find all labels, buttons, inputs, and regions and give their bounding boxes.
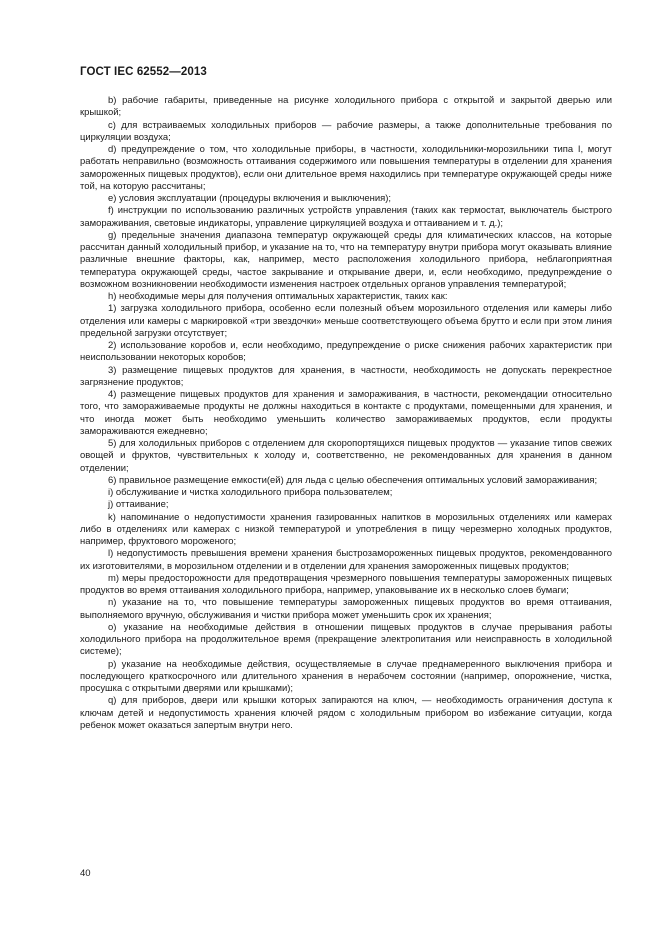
paragraph: 2) использование коробов и, если необходимо, предупреждение о риске снижения рабочих характеристик при неиспользовании некоторых коробов; (80, 340, 612, 364)
paragraph: k) напоминание о недопустимости хранения газированных напитков в морозильных отделениях или камерах либо в отделениях или камерах с низкой температурой и употребления в пищу черезмерно холодных продуктов, например, фруктового мороженого; (80, 511, 612, 547)
paragraph: i) обслуживание и чистка холодильного прибора пользователем; (108, 487, 393, 498)
paragraph: 1) загрузка холодильного прибора, особенно если полезный объем морозильного отделения или камеры либо отделения или камеры с маркировкой «три звездочки» меньше соответствующего объема брутто и если при этом линия предельной загрузки отсутствует; (80, 303, 612, 339)
paragraph: m) меры предосторожности для предотвращения чрезмерного повышения температуры замороженных пищевых продуктов во время оттаивания холодильного прибора, например, упаковывание их в несколько слоев бумаги; (80, 572, 612, 596)
paragraph: 5) для холодильных приборов с отделением для скоропортящихся пищевых продуктов — указание типов свежих овощей и фруктов, чувствительных к холоду и, соответственно, не рекомендованных для хранения в данном отделении; (80, 438, 612, 474)
paragraph: 3) размещение пищевых продуктов для хранения, в частности, необходимость не допускать перекрестное загрязнение продуктов; (80, 364, 612, 388)
paragraph: d) предупреждение о том, что холодильные приборы, в частности, холодильники-морозильники типа I, могут работать неправильно (возможность оттаивания содержимого или повышения температуры в отделении для хранения замороженных пищевых продуктов), если они длительное время находились при температуре окружающей среды ниже той, на которую рассчитаны; (80, 144, 612, 192)
document-body (80, 95, 612, 732)
paragraph: h) необходимые меры для получения оптимальных характеристик, таких как: (108, 291, 448, 302)
paragraph: l) недопустимость превышения времени хранения быстрозамороженных пищевых продуктов, рекомендованного их изготовителями, в морозильном отделении и в отделении для хранения замороженных пищевых продуктов; (80, 548, 612, 572)
paragraph: q) для приборов, двери или крышки которых запираются на ключ, — необходимость ограничения доступа к ключам детей и недопустимость хранения ключей рядом с холодильным прибором во избежание ситуации, когда ребенок может оказаться запертым внутри него. (80, 695, 612, 731)
paragraph: n) указание на то, что повышение температуры замороженных пищевых продуктов во время оттаивания, выполняемого вручную, обслуживания и чистки прибора может уменьшить срок их хранения; (80, 597, 612, 621)
page-number: 40 (80, 868, 91, 879)
paragraph: p) указание на необходимые действия, осуществляемые в случае преднамеренного выключения прибора и последующего краткосрочного или длительного хранения в нерабочем состоянии (например, опорожнение, чистка, просушка с открытыми дверями или крышками); (80, 658, 612, 694)
paragraph: g) предельные значения диапазона температур окружающей среды для климатических классов, на которые рассчитан данный холодильный прибор, и указание на то, что на температуру внутри прибора могут оказывать влияние различные внешние факторы, как, например, место расположения холодильного прибора, неблагоприятная температура окружающей среды, частое закрывание и открывание двери, и, если необходимо, предупреждение о возможном возникновении необходимости изменения настроек отдельных органов управления температурой; (80, 229, 612, 290)
paragraph: f) инструкции по использованию различных устройств управления (таких как термостат, выключатель быстрого замораживания, световые индикаторы, управление циркуляцией воздуха и оттаиванием и т. д.); (80, 205, 612, 229)
document-header: ГОСТ IEC 62552—2013 (80, 66, 207, 78)
paragraph: o) указание на необходимые действия в отношении пищевых продуктов в случае прерывания работы холодильного прибора на продолжительное время (прекращение электропитания или неисправность в холодильной системе); (80, 621, 612, 658)
paragraph: 6) правильное размещение емкости(ей) для льда с целью обеспечения оптимальных условий замораживания; (108, 474, 598, 486)
paragraph: j) оттаивание; (108, 499, 169, 511)
paragraph: b) рабочие габариты, приведенные на рисунке холодильного прибора с открытой и закрытой дверью или крышкой; (80, 95, 612, 119)
paragraph: 4) размещение пищевых продуктов для хранения и замораживания, в частности, рекомендации относительно того, что замораживаемые продукты не должны находиться в контакте с продуктами, помещенными для хранения, и что иногда может быть необходимо уменьшить количество замораживаемых продуктов, если продукты замораживаются ежедневно; (80, 389, 612, 437)
paragraph: c) для встраиваемых холодильных приборов — рабочие размеры, а также дополнительные требования по циркуляции воздуха; (80, 119, 612, 143)
paragraph: e) условия эксплуатации (процедуры включения и выключения); (108, 193, 391, 204)
